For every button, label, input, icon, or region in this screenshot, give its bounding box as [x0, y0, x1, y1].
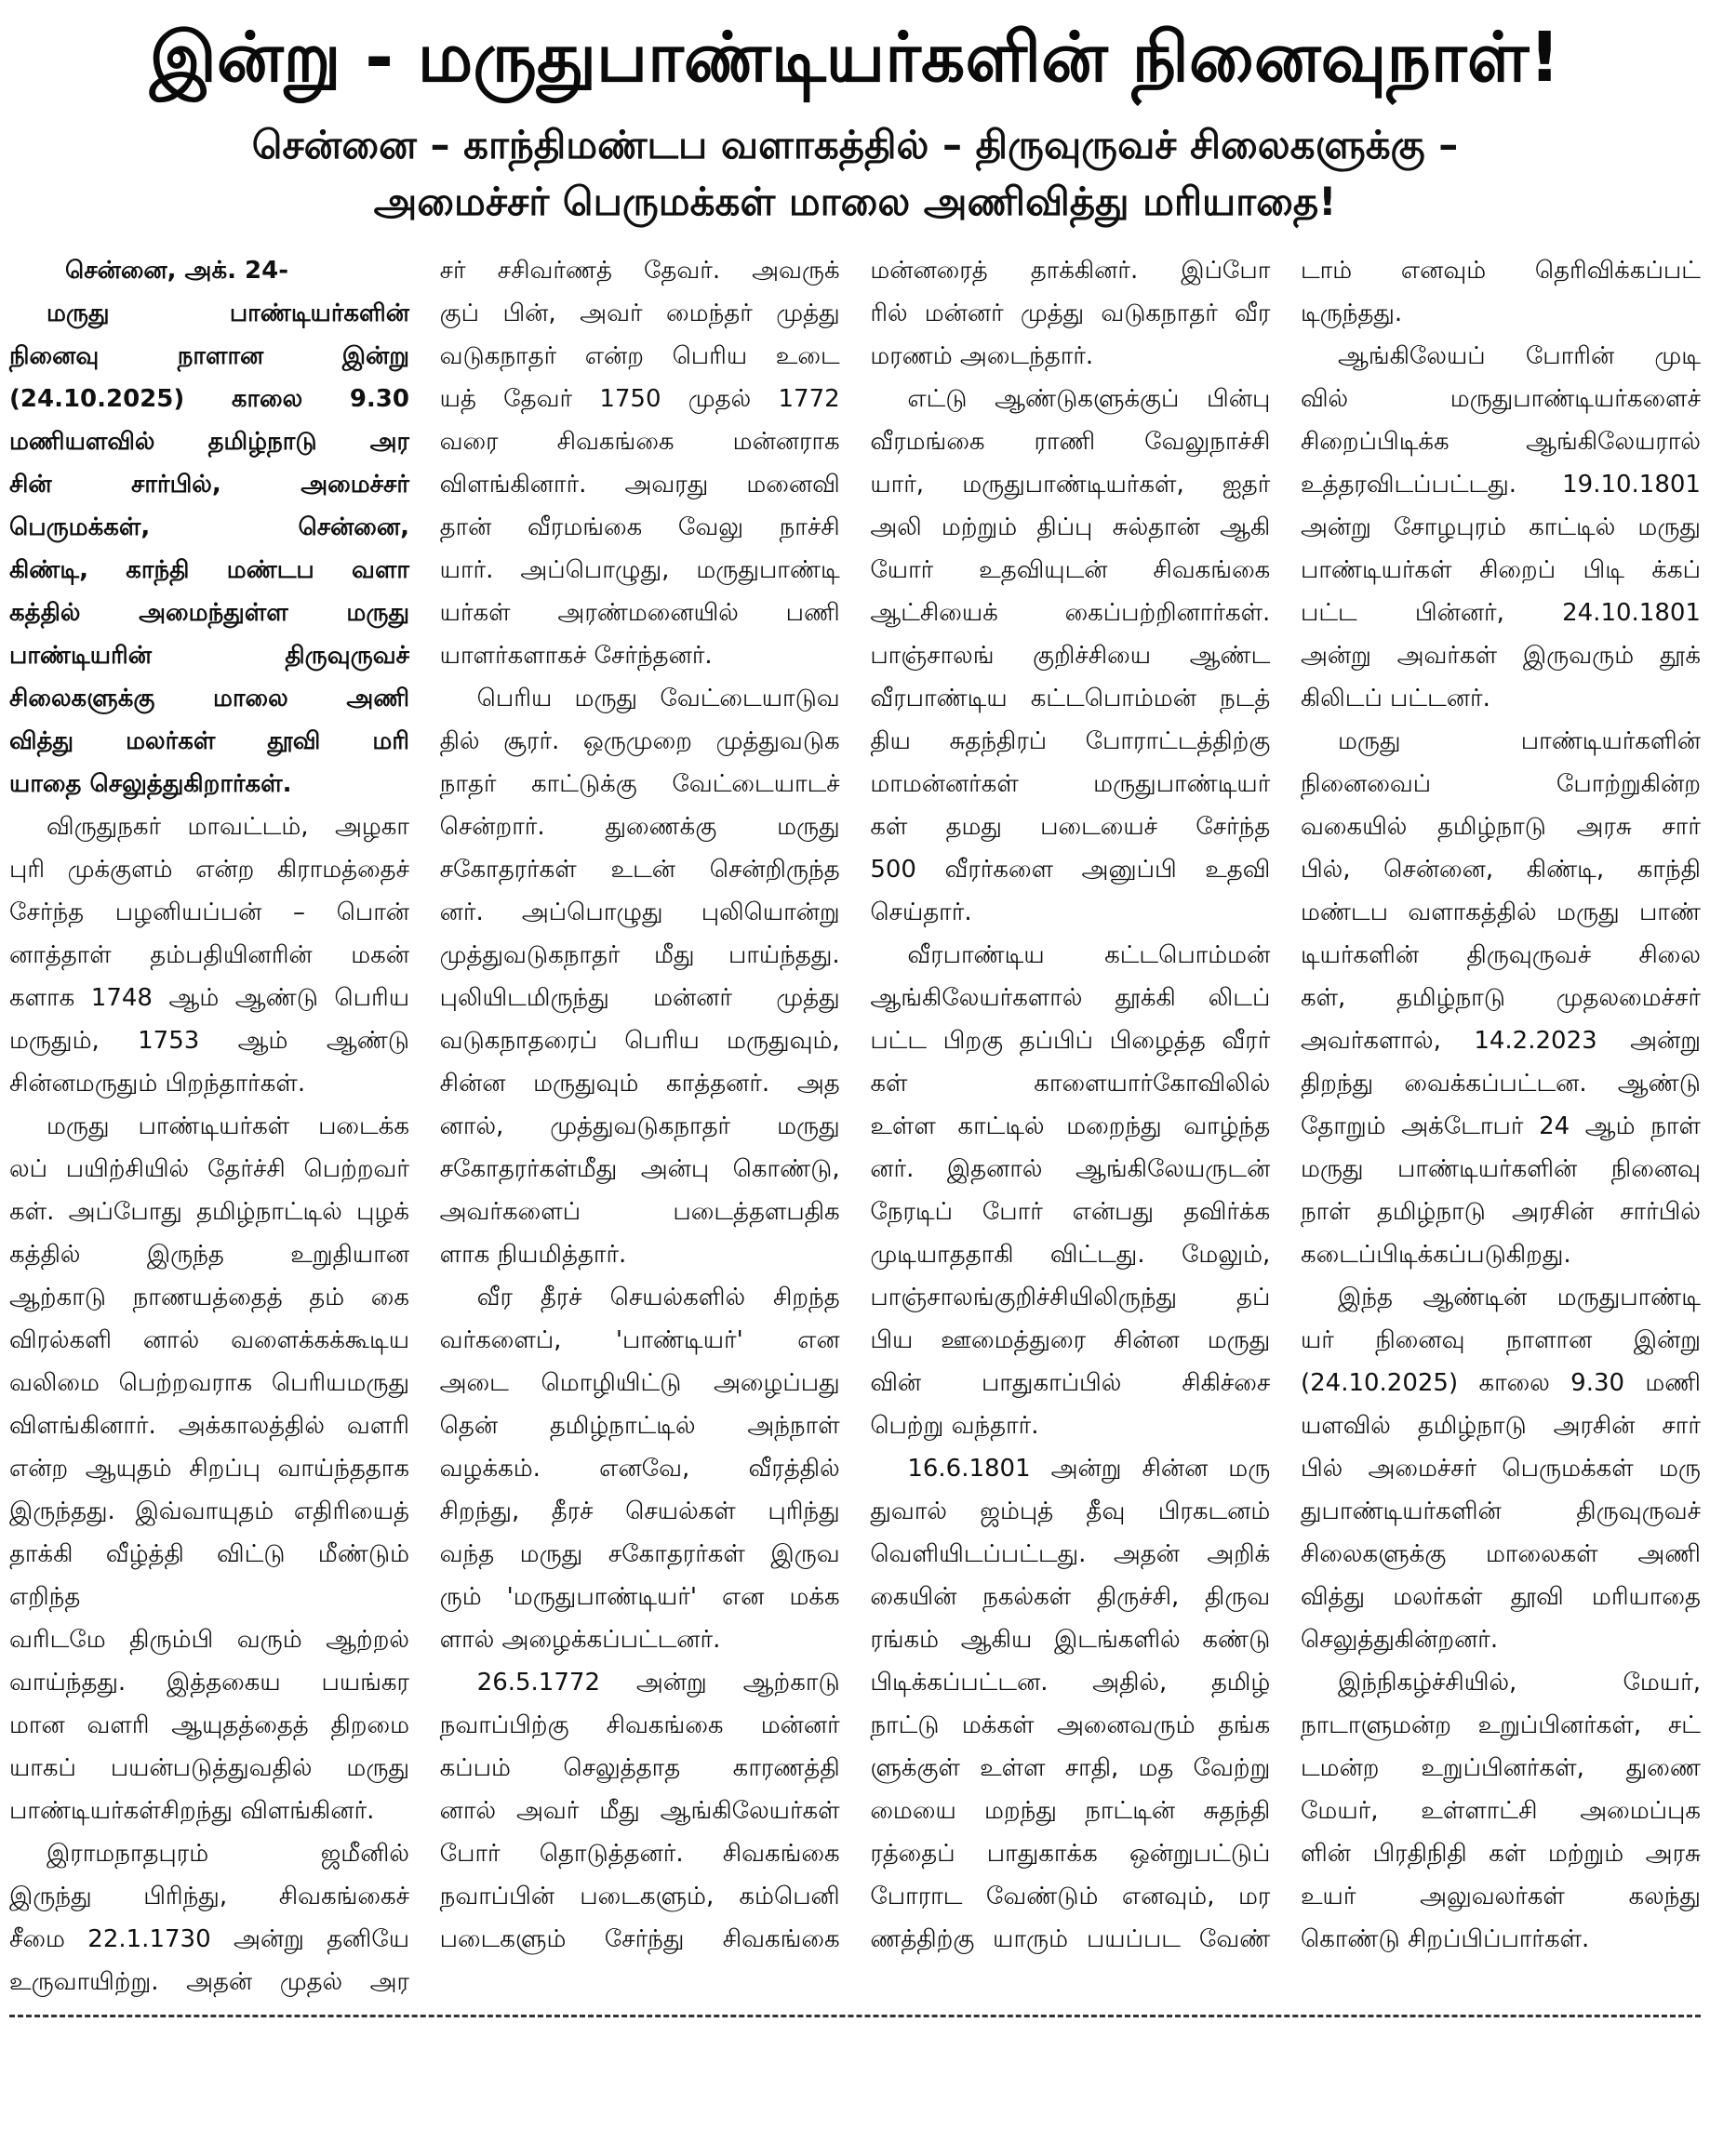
text-line: யார். அப்பொழுது, மருதுபாண்டி	[439, 555, 840, 584]
paragraph	[1301, 720, 1701, 1276]
lead-paragraph	[9, 292, 409, 805]
text-line: னர். அப்பொழுது புலியொன்று	[439, 898, 840, 926]
text-line: டமன்ற உறுப்பினர்கள், துணை	[1300, 1753, 1701, 1782]
text-line: மன்னரைத் தாக்கினர். இப்போ	[870, 256, 1271, 285]
text-line: கப்பம் செலுத்தாத காரணத்தி	[439, 1753, 840, 1782]
text-line: முடியாததாகி விட்டது. மேலும்,	[870, 1240, 1271, 1269]
text-line: ணத்திற்கு யாரும் பயப்பட வேண்	[870, 1924, 1271, 1953]
paragraph	[9, 1105, 409, 1832]
divider	[9, 2015, 1701, 2017]
article-body	[9, 249, 1701, 2003]
text-line: கடைப்பிடிக்கப்படுகிறது.	[1300, 1240, 1571, 1269]
paragraph	[9, 1832, 409, 2003]
text-line: வரிடமே திரும்பி வரும் ஆற்றல்	[9, 1625, 409, 1654]
text-line: கள், தமிழ்நாடு முதலமைச்சர்	[1300, 983, 1701, 1012]
text-line: இருந்தது. இவ்வாயுதம் எதிரியைத்	[9, 1497, 409, 1525]
text-line: பிடிக்கப்பட்டன. அதில், தமிழ்	[870, 1668, 1271, 1697]
dateline: சென்னை, அக். 24-	[64, 256, 288, 285]
text-line: வீரபாண்டிய கட்டபொம்மன்	[907, 940, 1271, 969]
text-line: பாண்டியர்கள் சிறைப் பிடி க்கப்	[1300, 555, 1701, 584]
text-line: ரத்தைப் பாதுகாக்க ஒன்றுபட்டுப்	[870, 1839, 1271, 1868]
text-line: 16.6.1801 அன்று சின்ன மரு	[907, 1454, 1271, 1483]
text-line: ளால் அழைக்கப்பட்டனர்.	[439, 1625, 721, 1654]
article-column	[870, 249, 1270, 2003]
text-line: உத்தரவிடப்பட்டது. 19.10.1801	[1300, 470, 1701, 499]
text-line: யர்கள் அரண்மனையில் பணி	[439, 598, 840, 627]
text-line: அன்று அவர்கள் இருவரும் தூக்	[1300, 641, 1701, 670]
text-line: பெரிய மருது வேட்டையாடுவ	[476, 684, 840, 712]
text-line: இந்த ஆண்டின் மருதுபாண்டி	[1337, 1283, 1701, 1311]
text-line: மருதும், 1753 ஆம் ஆண்டு	[9, 1026, 409, 1055]
text-line: யத் தேவர் 1750 முதல் 1772	[439, 384, 840, 413]
text-line: விரல்களி னால் வளைக்கக்கூடிய	[9, 1325, 409, 1354]
text-line: கிலிடப் பட்டனர்.	[1300, 684, 1490, 712]
text-line: வாய்ந்தது. இத்தகைய பயங்கர	[9, 1668, 409, 1697]
text-line: அன்று சோழபுரம் காட்டில் மருது	[1300, 512, 1701, 541]
text-line: யோர் உதவியுடன் சிவகங்கை	[870, 555, 1271, 584]
text-line: மாமன்னர்கள் மருதுபாண்டியர்	[870, 769, 1271, 798]
text-line: ரும் 'மருதுபாண்டியர்' என மக்க	[439, 1582, 840, 1611]
text-line: பாண்டியரின் திருவுருவச்	[9, 641, 409, 670]
text-line: ஆங்கிலேயப் போரின் முடி	[1337, 341, 1701, 370]
text-line: வலிமை பெற்றவராக பெரியமருது	[9, 1368, 409, 1397]
text-line: சென்றார். துணைக்கு மருது	[439, 812, 840, 841]
text-line: மையை மறந்து நாட்டின் சுதந்தி	[870, 1796, 1271, 1825]
text-line: வெளியிடப்பட்டது. அதன் அறிக்	[870, 1539, 1271, 1568]
text-line: சகோதரர்கள்மீது அன்பு கொண்டு,	[439, 1154, 840, 1183]
text-line: யர் நினைவு நாளான இன்று	[1300, 1325, 1701, 1354]
headline: இன்று - மருதுபாண்டியர்களின் நினைவுநாள்!	[149, 18, 1561, 98]
paragraph	[1301, 1276, 1701, 1661]
text-line: யாகப் பயன்படுத்துவதில் மருது	[9, 1753, 409, 1782]
text-line: 26.5.1772 அன்று ஆற்காடு	[476, 1668, 840, 1697]
text-line: துபாண்டியர்களின் திருவுருவச்	[1300, 1497, 1701, 1525]
text-line: வீரமங்கை ராணி வேலுநாச்சி	[870, 427, 1271, 456]
text-line: கத்தில் அமைந்துள்ள மருது	[9, 598, 409, 627]
text-line: களாக 1748 ஆம் ஆண்டு பெரிய	[9, 983, 409, 1012]
text-line: சீமை 22.1.1730 அன்று தனியே	[9, 1924, 409, 1953]
text-line: டாம் எனவும் தெரிவிக்கப்பட்	[1300, 256, 1701, 285]
text-line: நாடாளுமன்ற உறுப்பினர்கள், சட்	[1300, 1710, 1701, 1739]
text-line: பில், சென்னை, கிண்டி, காந்தி	[1300, 855, 1701, 884]
text-line: கிண்டி, காந்தி மண்டப வளா	[9, 555, 409, 584]
text-line: படைகளும் சேர்ந்து சிவகங்கை	[439, 1924, 840, 1953]
text-line: சகோதரர்கள் உடன் சென்றிருந்த	[439, 855, 840, 884]
text-line: னர். இதனால் ஆங்கிலேயருடன்	[870, 1154, 1271, 1183]
text-line: (24.10.2025) காலை 9.30 மணி	[1300, 1368, 1701, 1397]
article-column	[440, 249, 840, 2003]
text-line: மருது பாண்டியர்கள் படைக்க	[47, 1111, 409, 1140]
text-line: புரி முக்குளம் என்ற கிராமத்தைச்	[9, 855, 409, 884]
text-line: கள் தமது படையைச் சேர்ந்த	[870, 812, 1271, 841]
text-line: விளங்கினார். அக்காலத்தில் வளரி	[9, 1411, 409, 1440]
text-line: தோறும் அக்டோபர் 24 ஆம் நாள்	[1300, 1111, 1701, 1140]
text-line: ரங்கம் ஆகிய இடங்களில் கண்டு	[870, 1625, 1271, 1654]
text-line: குப் பின், அவர் மைந்தர் முத்து	[439, 299, 840, 327]
text-line: சிறந்து, தீரச் செயல்கள் புரிந்து	[439, 1497, 840, 1525]
text-line: தான் வீரமங்கை வேலு நாச்சி	[439, 512, 840, 541]
paragraph	[870, 378, 1270, 934]
text-line: செலுத்துகின்றனர்.	[1300, 1625, 1499, 1654]
text-line: சேர்ந்த பழனியப்பன் – பொன்	[9, 898, 409, 926]
text-line: விருதுநகர் மாவட்டம், அழகா	[47, 812, 409, 841]
text-line: ளாக நியமித்தார்.	[439, 1240, 627, 1269]
text-line: சின்ன மருதுவும் காத்தனர். அத	[439, 1069, 840, 1098]
text-line: நேரடிப் போர் என்பது தவிர்க்க	[870, 1197, 1271, 1226]
text-line: யாதை செலுத்துகிறார்கள்.	[9, 769, 292, 798]
text-line: திய சுதந்திரப் போராட்டத்திற்கு	[870, 726, 1271, 755]
text-line: நினைவு நாளான இன்று	[9, 341, 409, 370]
paragraph	[870, 1447, 1270, 1961]
text-line: இருந்து பிரிந்து, சிவகங்கைச்	[9, 1882, 409, 1910]
text-line: னாத்தாள் தம்பதியினரின் மகன்	[9, 940, 409, 969]
text-line: பாண்டியர்கள்சிறந்து விளங்கினர்.	[9, 1796, 375, 1825]
text-line: ளின் பிரதிநிதி கள் மற்றும் அரசு	[1300, 1839, 1701, 1868]
text-line: யார், மருதுபாண்டியர்கள், ஐதர்	[870, 470, 1271, 499]
text-line: கள் காளையார்கோவிலில்	[870, 1069, 1271, 1098]
text-line: சிறைப்பிடிக்க ஆங்கிலேயரால்	[1300, 427, 1701, 456]
paragraph	[870, 249, 1270, 378]
text-line: மரணம் அடைந்தார்.	[870, 341, 1094, 370]
subheadline-line: சென்னை – காந்திமண்டப வளாகத்தில் – திருவுருவச் சிலைகளுக்கு –	[251, 122, 1459, 168]
text-line: மருது பாண்டியர்களின்	[47, 299, 409, 327]
article-column	[9, 249, 409, 2003]
text-line: தென் தமிழ்நாட்டில் அந்நாள்	[439, 1411, 840, 1440]
text-line: நாள் தமிழ்நாடு அரசின் சார்பில்	[1300, 1197, 1701, 1226]
text-line: தாக்கி வீழ்த்தி விட்டு மீண்டும் எறிந்த	[9, 1539, 409, 1611]
text-line: வீரபாண்டிய கட்டபொம்மன் நடத்	[870, 684, 1271, 712]
text-line: மண்டப வளாகத்தில் மருது பாண்	[1300, 898, 1701, 926]
paragraph	[440, 1661, 840, 1961]
text-line: பட்ட பின்னர், 24.10.1801	[1300, 598, 1701, 627]
text-line: ஆட்சியைக் கைப்பற்றினார்கள்.	[870, 598, 1271, 627]
text-line: என்ற ஆயுதம் சிறப்பு வாய்ந்ததாக	[9, 1454, 409, 1483]
text-line: வழக்கம். எனவே, வீரத்தில்	[439, 1454, 840, 1483]
text-line: வகையில் தமிழ்நாடு அரசு சார்	[1300, 812, 1701, 841]
paragraph	[1301, 249, 1701, 335]
paragraph	[1301, 1661, 1701, 1961]
article-column	[1301, 249, 1701, 2003]
text-line: மருது பாண்டியர்களின்	[1337, 726, 1701, 755]
text-line: அலி மற்றும் திப்பு சுல்தான் ஆகி	[870, 512, 1271, 541]
text-line: வில் மருதுபாண்டியர்களைச்	[1300, 384, 1701, 413]
text-line: பெருமக்கள், சென்னை,	[9, 512, 409, 541]
text-line: கையின் நகல்கள் திருச்சி, திருவ	[870, 1582, 1271, 1611]
text-line: டிருந்தது.	[1300, 299, 1403, 327]
text-line: ளுக்குள் உள்ள சாதி, மத வேற்று	[870, 1753, 1271, 1782]
text-line: தில் சூரர். ஒருமுறை முத்துவடுக	[439, 726, 840, 755]
text-line: சின்னமருதும் பிறந்தார்கள்.	[9, 1069, 306, 1098]
subheadline	[9, 112, 1701, 249]
text-line: வந்த மருது சகோதரர்கள் இருவ	[439, 1539, 840, 1568]
text-line: விளங்கினார். அவரது மனைவி	[439, 470, 840, 499]
text-line: வீர தீரச் செயல்களில் சிறந்த	[476, 1283, 840, 1311]
text-line: பாஞ்சாலங்குறிச்சியிலிருந்து தப்	[870, 1283, 1271, 1311]
paragraph	[870, 934, 1270, 1447]
text-line: வின் பாதுகாப்பில் சிகிச்சை	[870, 1368, 1271, 1397]
text-line: யாளர்களாகச் சேர்ந்தனர்.	[439, 641, 713, 670]
text-line: நாதர் காட்டுக்கு வேட்டையாடச்	[439, 769, 840, 798]
text-line: போராட வேண்டும் எனவும், மர	[870, 1882, 1271, 1910]
text-line: கத்தில் இருந்த உறுதியான	[9, 1240, 409, 1269]
text-line: துவால் ஜம்புத் தீவு பிரகடனம்	[870, 1497, 1271, 1525]
paragraph	[440, 677, 840, 1276]
text-line: வடுகநாதரைப் பெரிய மருதுவும்,	[439, 1026, 840, 1055]
text-line: ஆற்காடு நாணயத்தைத் தம் கை	[9, 1283, 409, 1311]
text-line: டியர்களின் திருவுருவச் சிலை	[1300, 940, 1701, 969]
text-line: னால், முத்துவடுகநாதர் மருது	[439, 1111, 840, 1140]
text-line: இராமநாதபுரம் ஜமீனில்	[47, 1839, 409, 1868]
text-line: சிலைகளுக்கு மாலை அணி	[9, 684, 409, 712]
paragraph	[9, 805, 409, 1105]
text-line: மருது பாண்டியர்களின் நினைவு	[1300, 1154, 1701, 1183]
text-line: நாட்டு மக்கள் அனைவரும் தங்க	[870, 1710, 1271, 1739]
text-line: லப் பயிற்சியில் தேர்ச்சி பெற்றவர்	[9, 1154, 409, 1183]
text-line: பெற்று வந்தார்.	[870, 1411, 1039, 1440]
text-line: முத்துவடுகநாதர் மீது பாய்ந்தது.	[439, 940, 840, 969]
text-line: இந்நிகழ்ச்சியில், மேயர்,	[1337, 1668, 1701, 1697]
text-line: புலியிடமிருந்து மன்னர் முத்து	[439, 983, 840, 1012]
text-line: ஆங்கிலேயர்களால் தூக்கி லிடப்	[870, 983, 1271, 1012]
subheadline-line: அமைச்சர் பெருமக்கள் மாலை அணிவித்து மரியாதை!	[373, 179, 1337, 225]
text-line: சின் சார்பில், அமைச்சர்	[9, 470, 409, 499]
text-line: பில் அமைச்சர் பெருமக்கள் மரு	[1300, 1454, 1701, 1483]
text-line: வரை சிவகங்கை மன்னராக	[439, 427, 840, 456]
paragraph	[440, 249, 840, 677]
text-line: வர்களைப், 'பாண்டியர்' என	[439, 1325, 840, 1354]
text-line: போர் தொடுத்தனர். சிவகங்கை	[439, 1839, 840, 1868]
text-line: கள். அப்போது தமிழ்நாட்டில் புழக்	[9, 1197, 409, 1226]
text-line: செய்தார்.	[870, 898, 972, 926]
text-line: அவர்களைப் படைத்தளபதிக	[439, 1197, 840, 1226]
text-line: உயர் அலுவலர்கள் கலந்து	[1300, 1882, 1701, 1910]
text-line: நவாப்பின் படைகளும், கம்பெனி	[439, 1882, 840, 1910]
text-line: (24.10.2025) காலை 9.30	[9, 384, 409, 413]
text-line: வடுகநாதர் என்ற பெரிய உடை	[439, 341, 840, 370]
text-line: யளவில் தமிழ்நாடு அரசின் சார்	[1300, 1411, 1701, 1440]
text-line: மான வளரி ஆயுதத்தைத் திறமை	[9, 1710, 409, 1739]
text-line: உள்ள காட்டில் மறைந்து வாழ்ந்த	[870, 1111, 1271, 1140]
paragraph	[1301, 335, 1701, 720]
text-line: அவர்களால், 14.2.2023 அன்று	[1300, 1026, 1701, 1055]
text-line: பிய ஊமைத்துரை சின்ன மருது	[870, 1325, 1271, 1354]
text-line: ரில் மன்னர் முத்து வடுகநாதர் வீர	[870, 299, 1271, 327]
text-line: எட்டு ஆண்டுகளுக்குப் பின்பு	[907, 384, 1271, 413]
text-line: வித்து மலர்கள் தூவி மரி	[9, 726, 409, 755]
text-line: பாஞ்சாலங் குறிச்சியை ஆண்ட	[870, 641, 1271, 670]
text-line: நவாப்பிற்கு சிவகங்கை மன்னர்	[439, 1710, 840, 1739]
text-line: சர் சசிவர்ணத் தேவர். அவருக்	[439, 256, 840, 285]
text-line: 500 வீரர்களை அனுப்பி உதவி	[870, 855, 1271, 884]
text-line: கொண்டு சிறப்பிப்பார்கள்.	[1300, 1924, 1590, 1953]
text-line: சிலைகளுக்கு மாலைகள் அணி	[1300, 1539, 1701, 1568]
text-line: நினைவைப் போற்றுகின்ற	[1300, 769, 1701, 798]
text-line: பட்ட பிறகு தப்பிப் பிழைத்த வீரர்	[870, 1026, 1271, 1055]
text-line: திறந்து வைக்கப்பட்டன. ஆண்டு	[1300, 1069, 1701, 1098]
text-line: உருவாயிற்று. அதன் முதல் அர	[9, 1967, 409, 1996]
text-line: மணியளவில் தமிழ்நாடு அர	[9, 427, 409, 456]
text-line: மேயர், உள்ளாட்சி அமைப்புக	[1300, 1796, 1701, 1825]
text-line: வித்து மலர்கள் தூவி மரியாதை	[1300, 1582, 1701, 1611]
text-line: னால் அவர் மீது ஆங்கிலேயர்கள்	[439, 1796, 840, 1825]
text-line: அடை மொழியிட்டு அழைப்பது	[439, 1368, 840, 1397]
paragraph	[440, 1276, 840, 1661]
